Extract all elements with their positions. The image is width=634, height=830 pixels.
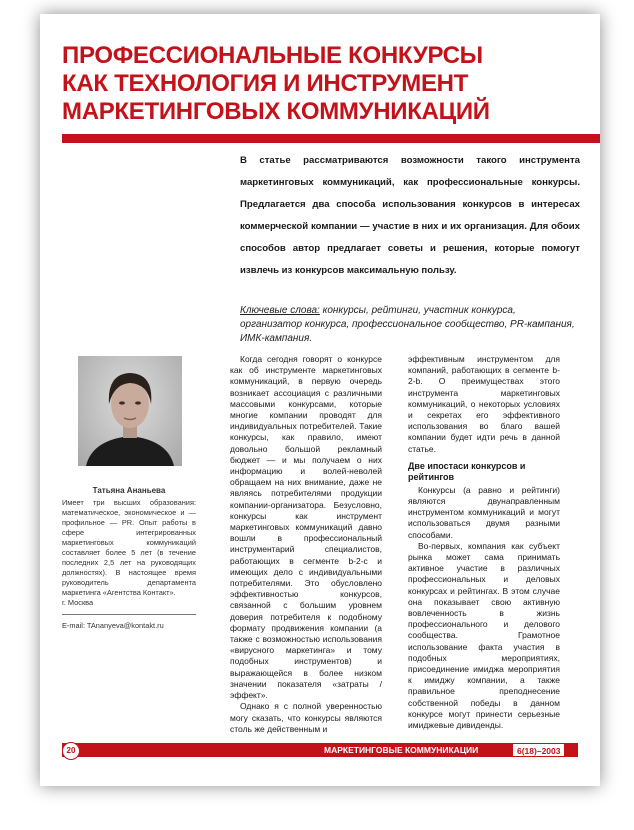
author-email[interactable]: E-mail: TAnanyeva@kontakt.ru	[62, 621, 164, 630]
article-title	[62, 42, 582, 126]
page-number: 20	[62, 742, 80, 760]
author-name: Татьяна Ананьева	[92, 486, 166, 495]
issue-number: 6(18)–2003	[512, 743, 565, 757]
body-paragraph: эффективным инструментом для компаний, работающих в сегменте b-2-b. О преимуществах этого инструмента маркетинговых коммуникаций, о некоторых условиях и секретах его эффективного использования во благо вашей компании будет идти речь в данной статье.	[408, 354, 560, 454]
author-photo	[78, 356, 182, 466]
author-portrait-icon	[78, 356, 182, 466]
body-paragraph: Когда сегодня говорят о конкурсе как об инструменте маркетинговых коммуникаций, в первую очередь возникает ассоциация с различными массовыми конкурсами, которые многие компании проводят для индивидуальных потребителей. Такие конкурсы, как правило, имеют довольно большой рекламный бюджет — и мы получаем о них информацию и волей-неволей обращаем на них внимание, даже не являясь потребителями продукции компании-организатора. Безусловно, конкурсы как инструмент маркетинговых коммуникаций давно вошли в профессиональный инструментарий специалистов, работающих в сегменте b-2-c и имеющих дело с индивидуальными потребителями. Это обусловлено эффективностью конкурсов, связанной с большим уровнем доверия потребителя к подобному формату продвижения компании (а также с возможностью использования «вирусного маркетинга» и тому подобных инструментов) и выражающейся в более низком значении показателя «затраты / эффект».	[230, 354, 382, 701]
title-line: КАК ТЕХНОЛОГИЯ И ИНСТРУМЕНТ	[62, 70, 469, 97]
keywords-list: конкурсы, рейтинги, участник конкурса, организатор конкурса, профессиональное сообщество, PR-кампания, ИМК-кампания.	[240, 305, 575, 344]
author-bio: Имеет три высших образования: математическое, экономическое и — профильное — PR. Опыт работы в сфере интегрированных маркетинговых коммуникаций составляет более 5 лет (в течение последних 2,5 лет на руководящих должностях). В настоящее время руководитель департамента маркетинга «Агентства Контакт».	[62, 498, 196, 597]
body-paragraph: Во-первых, компания как субъект рынка может сама принимать активное участие в различных профессиональных и деловых конкурсах и рейтингах. В этом случае она показывает свою активную вовлеченность в жизнь профессионального и делового сообщества. Грамотное использование факта участия в подобных мероприятиях, присоединение имиджа мероприятия к имиджу компании, а также правильное преподнесение собственной победы в данном конкурсе могут принести серьезные имиджевые дивиденды.	[408, 540, 560, 731]
body-paragraph: Конкурсы (а равно и рейтинги) являются двунаправленным инструментом коммуникаций и могут использоваться двумя разными способами.	[408, 484, 560, 540]
footer-bar	[62, 743, 578, 757]
article-keywords	[240, 304, 580, 346]
author-divider	[62, 614, 196, 615]
title-line: ПРОФЕССИОНАЛЬНЫЕ КОНКУРСЫ	[62, 42, 483, 69]
article-abstract: В статье рассматриваются возможности такого инструмента маркетинговых коммуникаций, как профессиональные конкурсы. Предлагается два способа использования конкурсов в интересах коммерческой компании — участие в них и их организация. Для обоих способов автор предлагает советы и решения, которые помогут извлечь из конкурсов максимальную пользу.	[240, 155, 580, 276]
body-paragraph: Однако я с полной уверенностью могу сказать, что конкурсы являются столь же действенным и	[230, 701, 382, 734]
keywords-label: Ключевые слова:	[240, 305, 320, 316]
body-column-1	[230, 354, 382, 735]
author-info	[62, 486, 196, 631]
title-red-bar	[62, 134, 600, 143]
magazine-page	[40, 14, 600, 786]
journal-title: МАРКЕТИНГОВЫЕ КОММУНИКАЦИИ	[324, 745, 479, 755]
title-line: МАРКЕТИНГОВЫХ КОММУНИКАЦИЙ	[62, 98, 490, 125]
author-city: г. Москва	[62, 598, 94, 607]
section-subheading: Две ипостаси конкурсов и рейтингов	[408, 460, 526, 482]
body-column-2	[408, 354, 560, 731]
